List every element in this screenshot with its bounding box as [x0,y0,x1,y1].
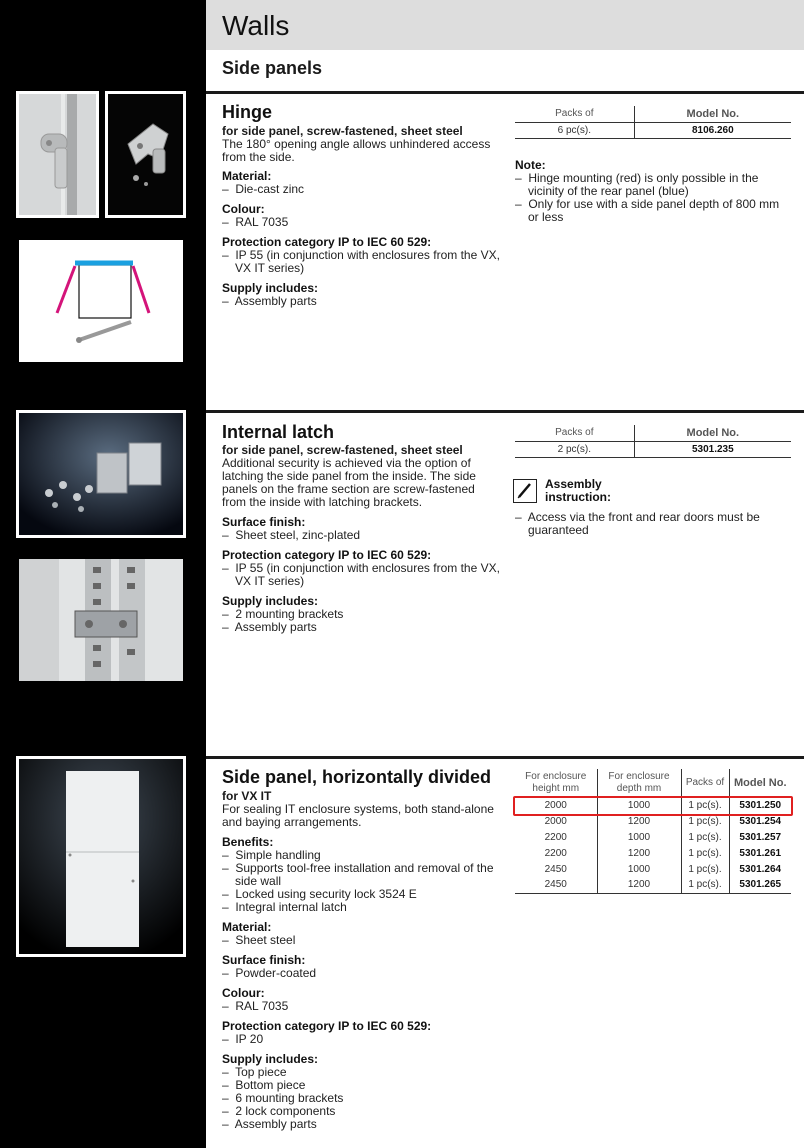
side-panel-photo [16,756,186,957]
table-row: 2000 1200 1 pc(s). 5301.254 [515,813,791,829]
table-row: 2450 1200 1 pc(s). 5301.265 [515,877,791,893]
latch-title: Internal latch [222,422,335,442]
latch-specs: Surface finish: – Sheet steel, zinc-plated Protection category IP to IEC 60 529: – IP 55 (in conjunction with enclosures from the VX, VX IT series) Supply includes: – 2 mounting brackets – Assembly parts [222,515,500,634]
assembly-note: – Access via the front and rear doors must be guaranteed [515,510,760,537]
hinge-specs: Material: – Die-cast zinc Colour: – RAL 7035 Protection category IP to IEC 60 529: – IP 55 (in conjunction with enclosures from the VX, VX IT series) Supply includes: – Assembly parts [222,169,500,308]
page-title: Walls [222,10,290,41]
sidepanel-description: For sealing IT enclosure systems, both stand-alone and baying arrangements. [222,802,494,829]
latch-subtitle: for side panel, screw-fastened, sheet steel [222,443,463,457]
sidepanel-title: Side panel, horizontally divided [222,767,492,787]
latch-mounted-photo [16,556,186,684]
divider-latch [206,410,804,413]
latch-description: Additional security is achieved via the option of latching the side panel from the inside. The side panels on the frame section are screw-fastened from the inside with latching brackets. [222,456,476,509]
divider-hinge [206,91,804,94]
hinge-title: Hinge [222,102,273,122]
hinge-note: Note: – Hinge mounting (red) is only possible in the vicinity of the rear panel (blue) – Only for use with a side panel depth of 800 mm or less [515,158,780,224]
hinge-part-photo [105,91,186,218]
table-row: 2450 1000 1 pc(s). 5301.264 [515,861,791,877]
table-row: 6 pc(s). 8106.260 [515,122,791,138]
divider-sidepanel [206,756,804,759]
latch-parts-photo [16,410,186,538]
hinge-model-table: Packs of Model No. 6 pc(s). 8106.260 [515,106,791,139]
table-row: 2200 1000 1 pc(s). 5301.257 [515,829,791,845]
latch-model-table: Packs of Model No. 2 pc(s). 5301.235 [515,425,791,458]
hinge-description: The 180° opening angle allows unhindered access from the side. [222,137,491,164]
sidepanel-specs: Benefits: – Simple handling – Supports tool-free installation and removal of the side wall – Locked using security lock 3524 E – Integral internal latch Material: – Sheet steel Surface finish: – Powder-coated Colour: – RAL 7035 Protection category IP to IEC 60 529: – IP 20 Supply includes: – Top piece – Bottom piece – 6 mounting brackets – 2 lock components – Assembly parts [222,835,494,1131]
hinge-subtitle: for side panel, screw-fastened, sheet steel [222,124,463,138]
page-header [206,0,804,50]
hinge-mounted-photo [16,91,99,218]
sidepanel-model-table: For enclosure height mm For enclosure depth mm Packs of Model No. 2000 1000 1 pc(s). 5301.250 2000 1200 1 pc(s). 5301.254 2200 1000 1 pc(s). 5301.257 2200 1200 1 pc(s). 5301.261 2450 1000 1 pc(s). 5301.264 2450 1200 1 pc(s). 5301.265 [515,769,791,894]
assembly-heading: Assembly instruction: [545,477,611,504]
table-row: 2 pc(s). 5301.235 [515,441,791,457]
highlighted-row-marker [513,796,793,816]
sidepanel-subtitle: for VX IT [222,789,272,803]
table-row: 2200 1200 1 pc(s). 5301.261 [515,845,791,861]
section-subtitle: Side panels [222,58,323,78]
table-row: 2000 1000 1 pc(s). 5301.250 [515,797,791,813]
pen-icon [513,479,537,503]
hinge-diagram [16,237,186,365]
